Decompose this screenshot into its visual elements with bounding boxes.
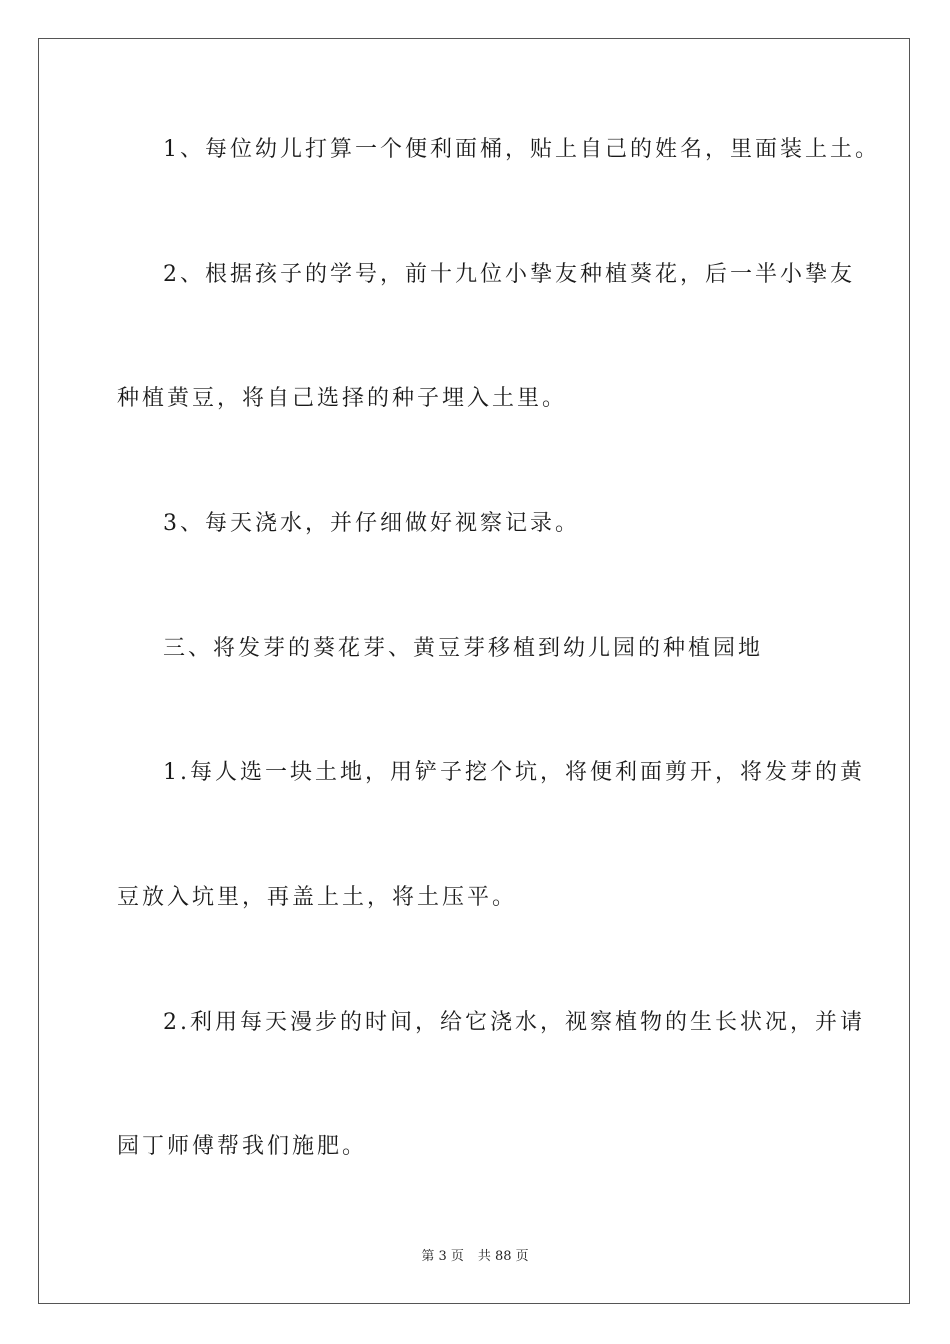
page-number: 第 3 页: [421, 1249, 464, 1264]
paragraph-line: 2.利用每天漫步的时间，给它浇水，视察植物的生长状况，并请: [163, 1010, 865, 1035]
paragraph-line: 1.每人选一块土地，用铲子挖个坑，将便利面剪开，将发芽的黄: [163, 760, 865, 785]
paragraph-line: 种植黄豆，将自己选择的种子埋入土里。: [117, 386, 568, 411]
page-frame: [38, 38, 910, 1304]
page-footer: [0, 1245, 950, 1264]
section-heading: 三、将发芽的葵花芽、黄豆芽移植到幼儿园的种植园地: [163, 636, 764, 661]
page-total: 共 88 页: [477, 1249, 529, 1264]
paragraph-line: 3、每天浇水，并仔细做好视察记录。: [163, 511, 580, 536]
paragraph-line: 2、根据孩子的学号，前十九位小挚友种植葵花，后一半小挚友: [163, 262, 855, 287]
paragraph-line: 豆放入坑里，再盖上土，将土压平。: [117, 885, 518, 910]
paragraph-line: 园丁师傅帮我们施肥。: [117, 1134, 368, 1159]
paragraph-line: 1、每位幼儿打算一个便利面桶，贴上自己的姓名，里面装上土。: [163, 137, 880, 162]
